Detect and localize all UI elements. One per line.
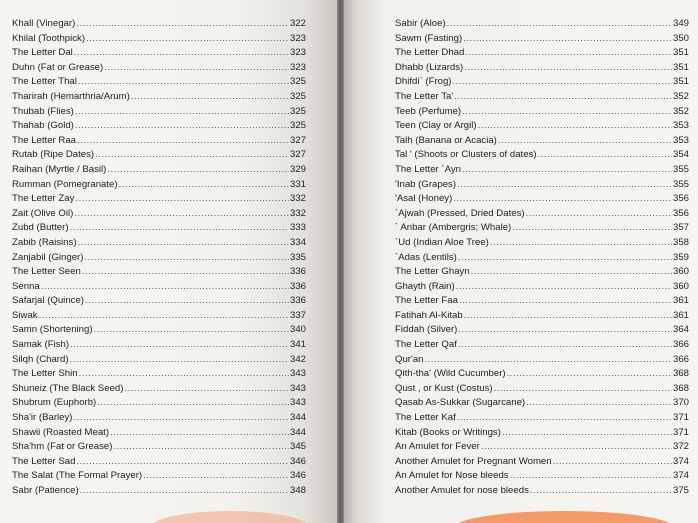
toc-entry (395, 17, 689, 32)
toc-dot-leader (463, 32, 672, 47)
toc-entry (395, 119, 689, 134)
toc-entry-title: Zabib (Raisins) (12, 236, 77, 248)
toc-dot-leader (70, 221, 289, 236)
toc-entry-page-number: 343 (289, 382, 306, 394)
toc-entry (12, 251, 306, 266)
toc-entry-title: The Letter Ghayn (395, 266, 470, 278)
toc-entry-page-number: 364 (672, 324, 689, 336)
toc-dot-leader (453, 192, 672, 207)
toc-dot-leader (73, 411, 289, 426)
toc-entry (12, 309, 306, 324)
toc-dot-leader (80, 484, 289, 499)
toc-entry-page-number: 354 (672, 149, 689, 161)
toc-dot-leader (457, 411, 672, 426)
toc-entry-page-number: 357 (672, 222, 689, 234)
toc-entry (395, 178, 689, 193)
toc-entry (12, 294, 306, 309)
toc-entry-page-number: 352 (672, 105, 689, 117)
toc-dot-leader (94, 323, 289, 338)
toc-entry (395, 32, 689, 47)
toc-entry (12, 221, 306, 236)
toc-entry-title: Sha'ir (Barley) (12, 412, 73, 424)
toc-entry-page-number: 346 (289, 470, 306, 482)
toc-dot-leader (494, 382, 672, 397)
toc-entry (395, 455, 689, 470)
toc-dot-leader (462, 163, 672, 178)
toc-dot-leader (462, 105, 672, 120)
toc-dot-leader (458, 251, 672, 266)
toc-entry-title: Samak (Fish) (12, 339, 70, 351)
toc-entry (395, 382, 689, 397)
toc-entry-page-number: 333 (289, 222, 306, 234)
toc-dot-leader (78, 75, 289, 90)
toc-dot-leader (143, 469, 289, 484)
toc-entry (395, 105, 689, 120)
toc-entry (395, 90, 689, 105)
toc-entry-page-number: 359 (672, 251, 689, 263)
toc-entry-page-number: 348 (289, 485, 306, 496)
toc-entry (395, 426, 689, 441)
toc-entry (12, 236, 306, 251)
toc-entry-page-number: 374 (672, 455, 689, 467)
toc-entry-page-number: 325 (289, 105, 306, 117)
toc-entry (395, 469, 689, 484)
toc-entry-title: Raihan (Myrtle / Basil) (12, 163, 107, 175)
toc-entry-page-number: 340 (289, 324, 306, 336)
toc-entry-page-number: 356 (672, 207, 689, 219)
toc-entry-title: The Letter Shin (12, 368, 78, 380)
toc-dot-leader (464, 309, 672, 324)
toc-entry-title: An Amulet for Nose bleeds (395, 470, 509, 482)
toc-entry (12, 105, 306, 120)
toc-dot-leader (110, 426, 289, 441)
toc-entry-page-number: 366 (672, 339, 689, 351)
toc-entry-title: Tal ' (Shoots or Clusters of dates) (395, 149, 537, 161)
toc-entry (12, 163, 306, 178)
toc-entry-page-number: 353 (672, 134, 689, 146)
toc-entry-page-number: 327 (289, 149, 306, 161)
toc-dot-leader (458, 338, 672, 353)
toc-entry-title: Khall (Vinegar) (12, 18, 76, 29)
toc-entry-title: Sawm (Fasting) (395, 32, 463, 44)
toc-entry (12, 323, 306, 338)
toc-dot-leader (78, 236, 289, 251)
toc-entry (12, 280, 306, 295)
toc-entry (12, 455, 306, 470)
toc-entry-title: The Letter Dal (12, 47, 73, 59)
toc-entry-page-number: 344 (289, 426, 306, 438)
toc-entry (12, 119, 306, 134)
toc-entry-page-number: 325 (289, 120, 306, 132)
toc-entry-page-number: 358 (672, 236, 689, 248)
toc-entry-page-number: 371 (672, 412, 689, 424)
toc-entry (12, 338, 306, 353)
toc-dot-leader (75, 105, 289, 120)
toc-entry-title: The Letter Faa (395, 295, 458, 307)
toc-entry-page-number: 372 (672, 441, 689, 453)
toc-dot-leader (77, 134, 289, 149)
toc-dot-leader (86, 32, 289, 47)
toc-entry (395, 148, 689, 163)
toc-entry (395, 440, 689, 455)
toc-entry (12, 134, 306, 149)
toc-entry-page-number: 353 (672, 120, 689, 132)
toc-entry-page-number: 350 (672, 32, 689, 44)
toc-entry-title: 'Inab (Grapes) (395, 178, 457, 190)
toc-entry (395, 192, 689, 207)
toc-entry (12, 353, 306, 368)
toc-entry-title: Shuneiz (The Black Seed) (12, 382, 124, 394)
toc-entry-page-number: 323 (289, 32, 306, 44)
toc-dot-leader (119, 178, 289, 193)
toc-entry-title: Sabir (Aloe) (395, 18, 446, 29)
toc-entry-page-number: 360 (672, 266, 689, 278)
toc-entry-title: `Ajwah (Pressed, Dried Dates) (395, 207, 525, 219)
toc-entry-page-number: 349 (672, 18, 689, 29)
toc-entry (395, 236, 689, 251)
toc-dot-leader (97, 396, 289, 411)
toc-entry-title: Tharirah (Hemarthria/Arum) (12, 90, 130, 102)
toc-dot-leader (70, 353, 289, 368)
toc-dot-leader (124, 382, 289, 397)
toc-entry-title: The Letter Raa (12, 134, 76, 146)
toc-entry-page-number: 361 (672, 295, 689, 307)
toc-entry-title: Siwak (12, 309, 38, 321)
toc-entry-title: Zanjabil (Ginger) (12, 251, 84, 263)
toc-dot-leader (456, 280, 672, 295)
toc-entry (395, 484, 689, 499)
toc-entry-page-number: 329 (289, 163, 306, 175)
toc-entry-title: The Salat (The Formal Prayer) (12, 470, 143, 482)
toc-entry-title: Qasab As-Sukkar (Sugarcane) (395, 397, 526, 409)
toc-dot-leader (41, 280, 289, 295)
toc-entry-title: Silqh (Chard) (12, 353, 69, 365)
toc-entry-page-number: 374 (672, 470, 689, 482)
toc-entry (12, 484, 306, 499)
toc-entry-page-number: 366 (672, 353, 689, 365)
toc-entry-title: Another Amulet for nose bleeds (395, 485, 529, 496)
toc-entry-title: Qust , or Kust (Costus) (395, 382, 493, 394)
toc-entry (395, 207, 689, 222)
toc-entry (12, 411, 306, 426)
toc-dot-leader (79, 367, 289, 382)
toc-dot-leader (84, 251, 289, 266)
toc-entry-page-number: 341 (289, 339, 306, 351)
toc-entry (12, 207, 306, 222)
toc-entry-page-number: 327 (289, 134, 306, 146)
toc-dot-leader (39, 309, 289, 324)
toc-dot-leader (458, 323, 672, 338)
toc-entry-page-number: 361 (672, 309, 689, 321)
toc-dot-leader (82, 265, 289, 280)
toc-entry-title: Thahab (Gold) (12, 120, 74, 132)
toc-dot-leader (481, 440, 672, 455)
toc-entry-title: 'Asal (Honey) (395, 193, 453, 205)
toc-dot-leader (70, 338, 289, 353)
toc-entry (395, 323, 689, 338)
toc-dot-leader (454, 90, 672, 105)
toc-entry (12, 367, 306, 382)
toc-entry-page-number: 351 (672, 47, 689, 59)
toc-entry-page-number: 355 (672, 163, 689, 175)
toc-entry-title: The Letter Thal (12, 76, 77, 88)
toc-entry (395, 338, 689, 353)
toc-entry-title: Khilal (Toothpick) (12, 32, 86, 44)
toc-dot-leader (104, 61, 289, 76)
toc-entry-page-number: 368 (672, 368, 689, 380)
toc-entry-title: Kitab (Books or Writings) (395, 426, 501, 438)
toc-entry-page-number: 351 (672, 76, 689, 88)
toc-dot-leader (131, 90, 289, 105)
toc-entry-title: The Letter Zay (12, 193, 75, 205)
toc-entry-title: Shawii (Roasted Meat) (12, 426, 110, 438)
toc-entry-page-number: 325 (289, 90, 306, 102)
toc-entry-title: An Amulet for Fever (395, 441, 480, 453)
toc-entry-page-number: 336 (289, 280, 306, 292)
toc-entry-page-number: 360 (672, 280, 689, 292)
toc-dot-leader (538, 148, 672, 163)
toc-entry-title: Talh (Banana or Acacia) (395, 134, 497, 146)
toc-entry-page-number: 375 (672, 485, 689, 496)
toc-dot-leader (85, 294, 289, 309)
toc-entry-title: Zubd (Butter) (12, 222, 69, 234)
toc-entry (395, 221, 689, 236)
toc-entry-page-number: 322 (289, 18, 306, 29)
toc-entry-page-number: 342 (289, 353, 306, 365)
toc-entry-page-number: 346 (289, 455, 306, 467)
toc-entry-title: Thubab (Flies) (12, 105, 74, 117)
toc-entry (12, 46, 306, 61)
toc-dot-leader (526, 396, 672, 411)
toc-entry-page-number: 345 (289, 441, 306, 453)
toc-dot-leader (76, 17, 289, 32)
toc-dot-leader (507, 367, 672, 382)
toc-entry-page-number: 323 (289, 47, 306, 59)
toc-entry-page-number: 344 (289, 412, 306, 424)
toc-dot-leader (478, 119, 672, 134)
toc-dot-leader (464, 61, 672, 76)
toc-dot-leader (512, 221, 672, 236)
toc-entry-title: Ghayth (Rain) (395, 280, 455, 292)
toc-entry-page-number: 336 (289, 295, 306, 307)
toc-entry-title: `Ud (Indian Aloe Tree) (395, 236, 489, 248)
toc-entry-page-number: 337 (289, 309, 306, 321)
toc-dot-leader (447, 17, 672, 32)
toc-dot-leader (465, 46, 672, 61)
toc-entry-title: The Letter `Ayn (395, 163, 461, 175)
toc-entry (395, 294, 689, 309)
toc-entry-title: Qith-tha' (Wild Cucumber) (395, 368, 506, 380)
toc-dot-leader (490, 236, 672, 251)
toc-dot-leader (471, 265, 672, 280)
toc-entry-page-number: 356 (672, 193, 689, 205)
toc-entry-title: The Letter Dhad (395, 47, 465, 59)
toc-entry-title: Fiddah (Silver) (395, 324, 458, 336)
toc-dot-leader (457, 178, 672, 193)
toc-entry-title: Teen (Clay or Argil) (395, 120, 477, 132)
toc-entry-title: Zait (Olive Oil) (12, 207, 74, 219)
toc-entry-title: Another Amulet for Pregnant Women (395, 455, 552, 467)
toc-dot-leader (510, 469, 672, 484)
toc-dot-leader (459, 294, 672, 309)
toc-entry-page-number: 343 (289, 397, 306, 409)
toc-entry (12, 90, 306, 105)
toc-entry-page-number: 368 (672, 382, 689, 394)
toc-entry (395, 280, 689, 295)
toc-entry (12, 32, 306, 47)
toc-entry-page-number: 343 (289, 368, 306, 380)
toc-entry (12, 192, 306, 207)
toc-entry (395, 265, 689, 280)
toc-dot-leader (425, 353, 672, 368)
decorative-blob-left (150, 511, 310, 523)
toc-entry-page-number: 335 (289, 251, 306, 263)
toc-entry-title: Senna (12, 280, 40, 292)
toc-entry (395, 411, 689, 426)
toc-entry-title: The Letter Seen (12, 266, 81, 278)
toc-entry (395, 163, 689, 178)
toc-entry (395, 353, 689, 368)
toc-entry-page-number: 325 (289, 76, 306, 88)
toc-dot-leader (113, 440, 289, 455)
toc-dot-leader (74, 207, 289, 222)
table-of-contents-right (395, 17, 689, 499)
toc-dot-leader (502, 426, 672, 441)
toc-entry (12, 469, 306, 484)
toc-entry (12, 17, 306, 32)
toc-entry-title: Sabr (Patience) (12, 485, 79, 496)
toc-dot-leader (553, 455, 672, 470)
toc-entry-page-number: 331 (289, 178, 306, 190)
toc-entry-page-number: 323 (289, 61, 306, 73)
toc-entry-page-number: 332 (289, 207, 306, 219)
toc-entry-page-number: 351 (672, 61, 689, 73)
toc-entry (12, 426, 306, 441)
toc-entry-title: Teeb (Perfume) (395, 105, 462, 117)
toc-entry-title: Samn (Shortening) (12, 324, 93, 336)
toc-dot-leader (75, 119, 289, 134)
left-page (0, 0, 337, 523)
toc-entry-page-number: 355 (672, 178, 689, 190)
toc-entry-page-number: 334 (289, 236, 306, 248)
toc-entry-title: Safarjal (Quince) (12, 295, 84, 307)
toc-entry (395, 46, 689, 61)
toc-entry (395, 61, 689, 76)
right-page (344, 0, 698, 523)
toc-entry-title: Duhn (Fat or Grease) (12, 61, 104, 73)
toc-entry (12, 148, 306, 163)
toc-entry-title: The Letter Kaf (395, 412, 456, 424)
toc-entry-title: The Letter Ta' (395, 90, 454, 102)
toc-entry-title: Shubrum (Euphorb) (12, 397, 97, 409)
toc-entry (395, 396, 689, 411)
toc-entry (12, 382, 306, 397)
toc-entry-title: Qur'an (395, 353, 424, 365)
toc-entry-page-number: 336 (289, 266, 306, 278)
toc-entry (12, 75, 306, 90)
toc-dot-leader (75, 192, 289, 207)
toc-entry-title: Sha'hm (Fat or Grease) (12, 441, 113, 453)
toc-entry-title: Rumman (Pomegranate) (12, 178, 118, 190)
decorative-blob-right (454, 511, 674, 523)
toc-entry (395, 251, 689, 266)
toc-entry-title: The Letter Sad (12, 455, 76, 467)
toc-entry (395, 134, 689, 149)
toc-entry-title: Fatihah Al-Kitab (395, 309, 463, 321)
toc-entry-title: The Letter Qaf (395, 339, 457, 351)
toc-entry (12, 265, 306, 280)
toc-dot-leader (498, 134, 672, 149)
toc-entry (12, 61, 306, 76)
toc-entry-page-number: 332 (289, 193, 306, 205)
toc-dot-leader (107, 163, 289, 178)
toc-entry-title: Dhifdi` (Frog) (395, 76, 452, 88)
table-of-contents-left (12, 17, 306, 499)
toc-entry-page-number: 370 (672, 397, 689, 409)
toc-entry (12, 178, 306, 193)
toc-dot-leader (453, 75, 672, 90)
book-gutter (337, 0, 344, 523)
toc-entry-page-number: 371 (672, 426, 689, 438)
toc-entry (395, 75, 689, 90)
toc-dot-leader (74, 46, 289, 61)
toc-entry-title: `Adas (Lentils) (395, 251, 457, 263)
toc-entry (12, 440, 306, 455)
toc-entry (12, 396, 306, 411)
toc-dot-leader (76, 455, 289, 470)
toc-dot-leader (95, 148, 289, 163)
toc-entry (395, 367, 689, 382)
toc-entry-title: Rutab (Ripe Dates) (12, 149, 95, 161)
toc-dot-leader (526, 207, 672, 222)
toc-entry (395, 309, 689, 324)
toc-entry-title: Dhabb (Lizards) (395, 61, 464, 73)
toc-entry-title: ` Anbar (Ambergris; Whale) (395, 222, 512, 234)
toc-dot-leader (530, 484, 672, 499)
toc-entry-page-number: 352 (672, 90, 689, 102)
